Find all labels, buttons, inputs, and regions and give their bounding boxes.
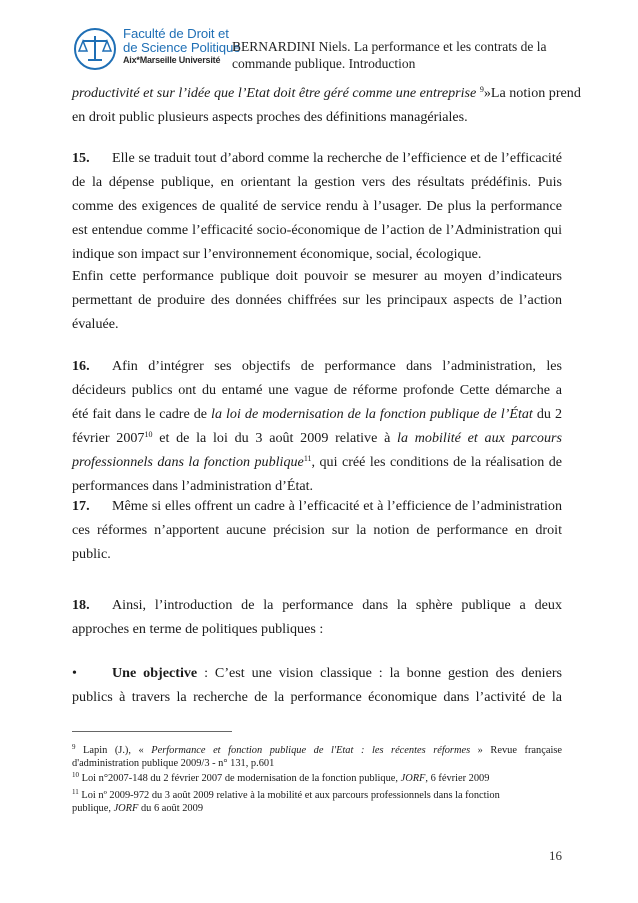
text-line: de la dépense publique, en orientant la gestion vers des résultats prédéfinis. Puis [72,174,562,190]
footnote-ref[interactable]: 9 [479,85,484,94]
text-line [72,453,562,471]
text-line: publics à travers la recherche de la performance économique dans l’activité de la [72,689,562,705]
text-line [72,596,562,614]
scales-of-justice-icon [73,27,117,71]
text-line: approches en terme de politiques publiques : [72,621,324,637]
article-title-italic: Performance et fonction publique de l'Etat : les récentes réformes [151,745,471,756]
running-header-line-2: commande publique. Introduction [232,56,416,71]
text-line [72,789,562,802]
text-line [72,744,562,757]
text-line: est entendue comme l’efficacité socio-économique de l’action de l’Administration qui [72,222,562,238]
text-line: décideurs publics ont du entamé une vague de réforme profonde Cette démarche a [72,382,562,398]
bullet-heading: Une objective [112,665,198,681]
text-line: permettant de produire des données chiffrées sur les principaux aspects de l’action [72,292,562,308]
text-span: été fait dans le cadre de [72,406,212,422]
paragraph-number: 15. [72,150,90,166]
text-line: performances dans l’administration d’État. [72,478,314,494]
text-span: du 2 [532,406,562,422]
text-span: Ainsi, l’introduction de la performance dans la sphère publique a deux [112,597,562,613]
text-span: et de la loi du 3 août 2009 relative à [152,430,398,446]
text-span: , qui créé les conditions de la réalisation de [311,454,562,470]
text-line [72,405,562,423]
text-span: Elle se traduit tout d’abord comme la recherche de l’efficience et de l’efficacité [112,150,562,166]
text-span: » Revue française [470,745,563,756]
bullet-icon: • [72,665,77,681]
text-line [72,772,562,785]
text-line [72,149,562,167]
footnote-number: 9 [72,743,76,751]
text-line: indique son impact sur l’environnement économique, social, écologique. [72,246,482,262]
text-line [72,497,562,515]
text-line: ces réformes n’apportent aucune précision sur la notion de performance en droit [72,522,562,538]
law-title-italic: la loi de modernisation de la fonction publique de l’État [211,406,533,422]
footnote-number: 11 [72,788,79,796]
italic-quote: productivité et sur l’idée que l’Etat doit être géré comme une entreprise [72,85,480,101]
text-line [72,84,581,102]
text-span: Loi nº 2009-972 du 3 août 2009 relative à la mobilité et aux parcours professionnels dans la fonction [78,790,500,801]
journal-italic: JORF [400,773,426,784]
text-line: comme des exigences de qualité de service rendu à l’usager. De plus la performance [72,198,562,214]
page-number: 16 [549,848,562,863]
text-span: »La notion prend [483,85,581,101]
text-span: publique, [72,803,114,814]
text-span: , 6 février 2009 [425,773,490,784]
running-header [232,38,562,72]
law-title-italic: la mobilité et aux parcours [397,430,562,446]
paragraph-number: 18. [72,597,90,613]
text-line: d'administration publique 2009/3 - n° 131, p.601 [72,758,275,769]
text-line: public. [72,546,111,562]
paragraph-number: 16. [72,358,90,374]
text-span: Lapin (J.), « [75,745,152,756]
logo-text-line-1: Faculté de Droit et [123,26,229,41]
text-span: février 2007 [72,430,145,446]
text-line: en droit public plusieurs aspects proches des définitions managériales. [72,109,468,125]
text-span: : C’est une vision classique : la bonne gestion des deniers [197,665,563,681]
text-line [72,664,562,682]
footnote-separator [72,731,232,732]
text-span: Loi n°2007-148 du 2 février 2007 de modernisation de la fonction publique, [79,773,401,784]
footnote-number: 10 [72,771,79,779]
logo-text-line-3: Aix*Marseille Université [123,55,221,65]
text-span: Même si elles offrent un cadre à l’efficacité et à l’efficience de l’administration [112,498,562,514]
text-line: évaluée. [72,316,119,332]
journal-italic: JORF [113,803,139,814]
text-line [72,802,562,815]
text-span: Afin d’intégrer ses objectifs de performance dans l’administration, les [112,358,562,374]
text-line: Enfin cette performance publique doit pouvoir se mesurer au moyen d’indicateurs [72,268,562,284]
running-header-line-1: BERNARDINI Niels. La performance et les contrats de la [232,39,547,54]
text-line [72,429,562,447]
logo-text-line-2: de Science Politique [123,40,241,55]
footnote-ref[interactable]: 10 [144,430,153,439]
law-title-italic: professionnels dans la fonction publique [72,454,304,470]
text-span: du 6 août 2009 [138,803,204,814]
faculty-logo [73,26,241,75]
footnote-ref[interactable]: 11 [303,454,312,463]
paragraph-number: 17. [72,498,90,514]
text-line [72,357,562,375]
